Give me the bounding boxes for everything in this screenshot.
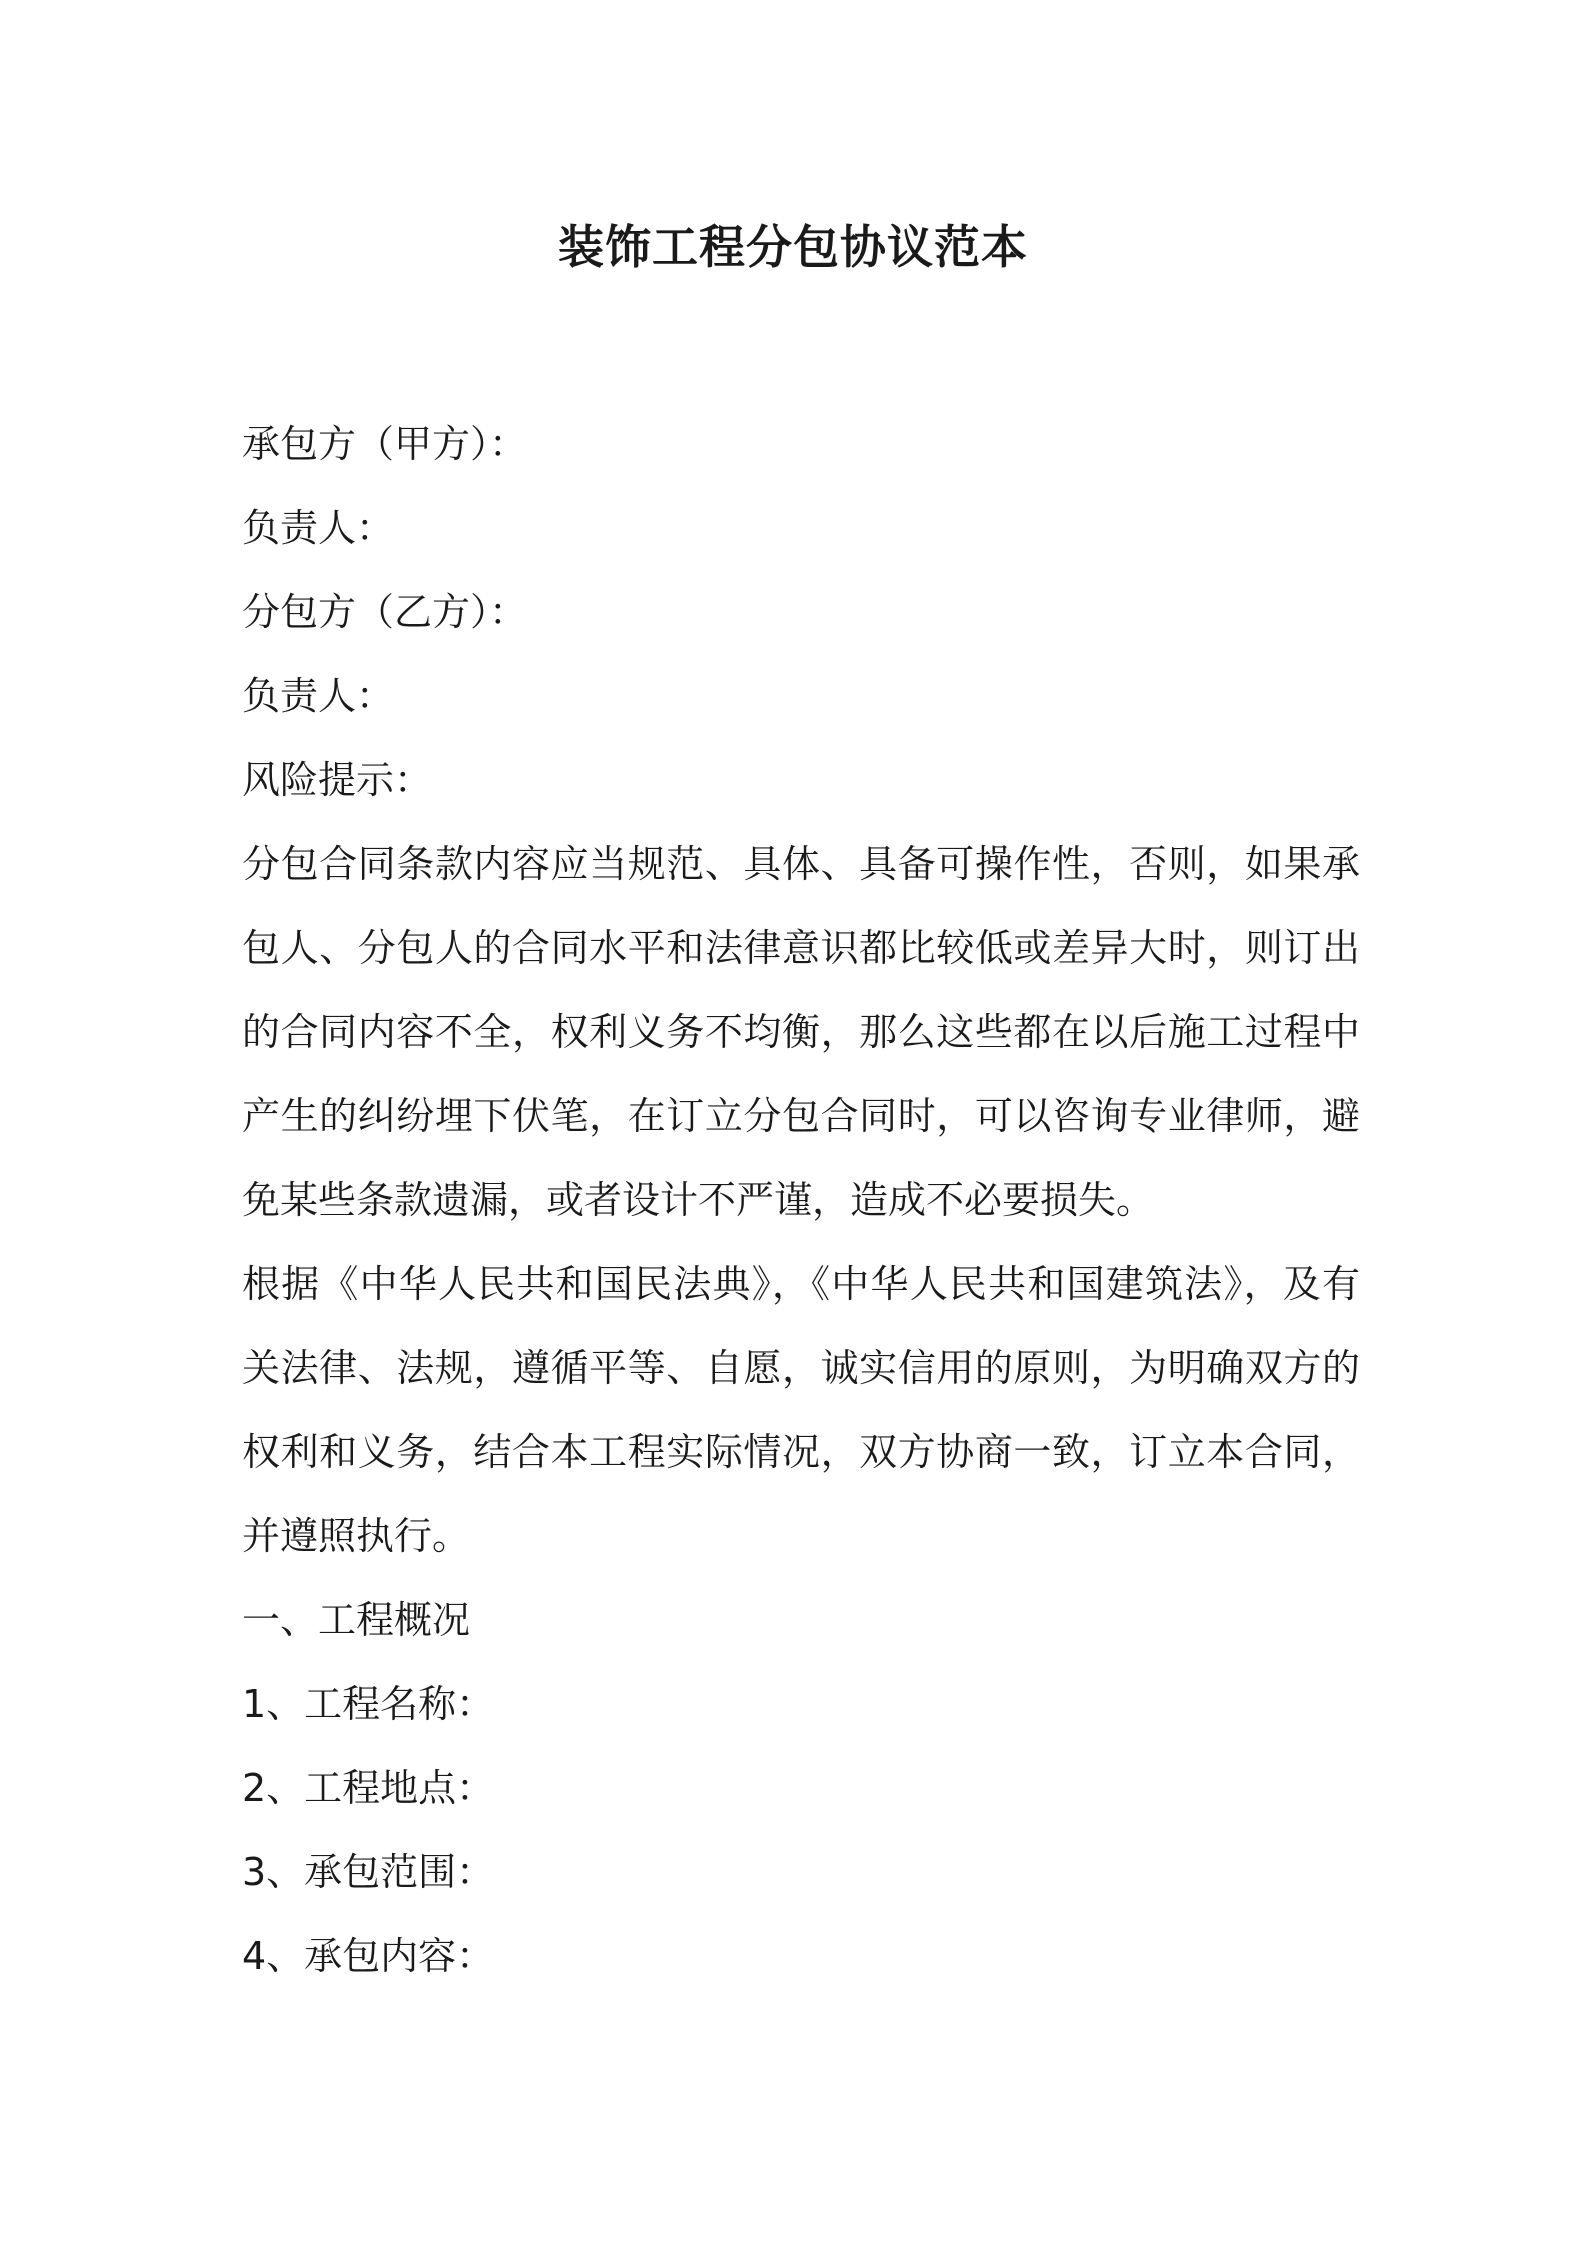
section-heading-project-overview: 一、工程概况 xyxy=(242,1598,471,1642)
party-a-line: 承包方（甲方）： xyxy=(242,422,528,466)
item-contract-scope: 3、承包范围： xyxy=(242,1850,495,1894)
document-body xyxy=(242,402,1360,1998)
item-contract-content: 4、承包内容： xyxy=(242,1934,495,1978)
legal-basis-paragraph: 根据《中华人民共和国民法典》，《中华人民共和国建筑法》，及有关法律、法规，遵循平等、自愿，诚实信用的原则，为明确双方的权利和义务，结合本工程实际情况，双方协商一致，订立本合同，并遵照执行。 xyxy=(242,1262,1360,1558)
item-project-name: 1、工程名称： xyxy=(242,1682,495,1726)
risk-notice-paragraph: 分包合同条款内容应当规范、具体、具备可操作性，否则，如果承包人、分包人的合同水平和法律意识都比较低或差异大时，则订出的合同内容不全，权利义务不均衡，那么这些都在以后施工过程中产生的纠纷埋下伏笔，在订立分包合同时，可以咨询专业律师，避免某些条款遗漏，或者设计不严谨，造成不必要损失。 xyxy=(242,842,1360,1222)
party-a-representative-line: 负责人： xyxy=(242,506,395,550)
item-project-location: 2、工程地点： xyxy=(242,1766,495,1810)
document-title: 装饰工程分包协议范本 xyxy=(558,220,1028,274)
risk-notice-heading: 风险提示： xyxy=(242,758,433,802)
party-b-line: 分包方（乙方）： xyxy=(242,590,528,634)
party-b-representative-line: 负责人： xyxy=(242,674,395,718)
